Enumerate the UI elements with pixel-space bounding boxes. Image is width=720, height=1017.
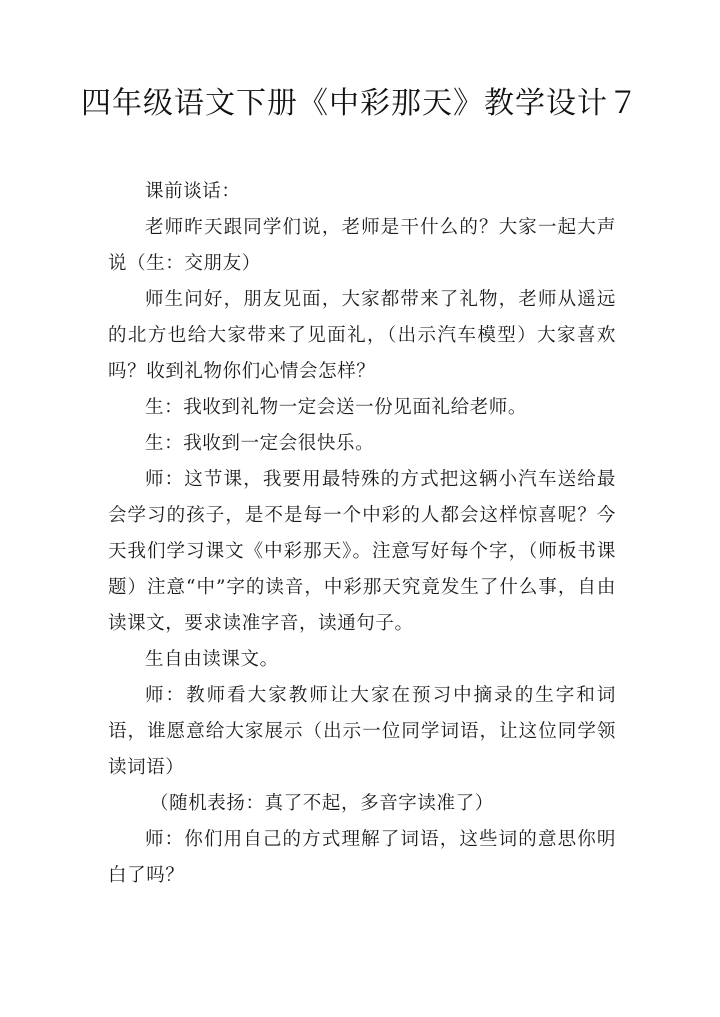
paragraph: 师：你们用自己的方式理解了词语，这些词的意思你明白了吗？ bbox=[108, 829, 616, 886]
paragraph: 生自由读课文。 bbox=[145, 649, 279, 670]
paragraph: 师：教师看大家教师让大家在预习中摘录的生字和词语，谁愿意给大家展示（出示一位同学词语，让这位同学领读词语） bbox=[108, 685, 616, 778]
paragraph: 生：我收到一定会很快乐。 bbox=[145, 433, 375, 454]
document-title: 四年级语文下册《中彩那天》教学设计７ bbox=[81, 86, 639, 121]
document-body bbox=[108, 174, 616, 894]
paragraph-intro-heading: 课前谈话： bbox=[145, 181, 241, 202]
paragraph: 老师昨天跟同学们说，老师是干什么的？大家一起大声说（生：交朋友） bbox=[108, 217, 616, 274]
paragraph: 师：这节课，我要用最特殊的方式把这辆小汽车送给最会学习的孩子，是不是每一个中彩的人都会这样惊喜呢？今天我们学习课文《中彩那天》。注意写好每个字，（师板书课题）注意“中”字的读音，中彩那天究竟发生了什么事，自由读课文，要求读准字音，读通句子。 bbox=[108, 469, 616, 634]
paragraph: 师生问好，朋友见面，大家都带来了礼物，老师从遥远的北方也给大家带来了见面礼，（出示汽车模型）大家喜欢吗？收到礼物你们心情会怎样？ bbox=[108, 289, 616, 382]
paragraph: （随机表扬：真了不起，多音字读准了） bbox=[150, 793, 494, 814]
paragraph: 生：我收到礼物一定会送一份见面礼给老师。 bbox=[145, 397, 528, 418]
